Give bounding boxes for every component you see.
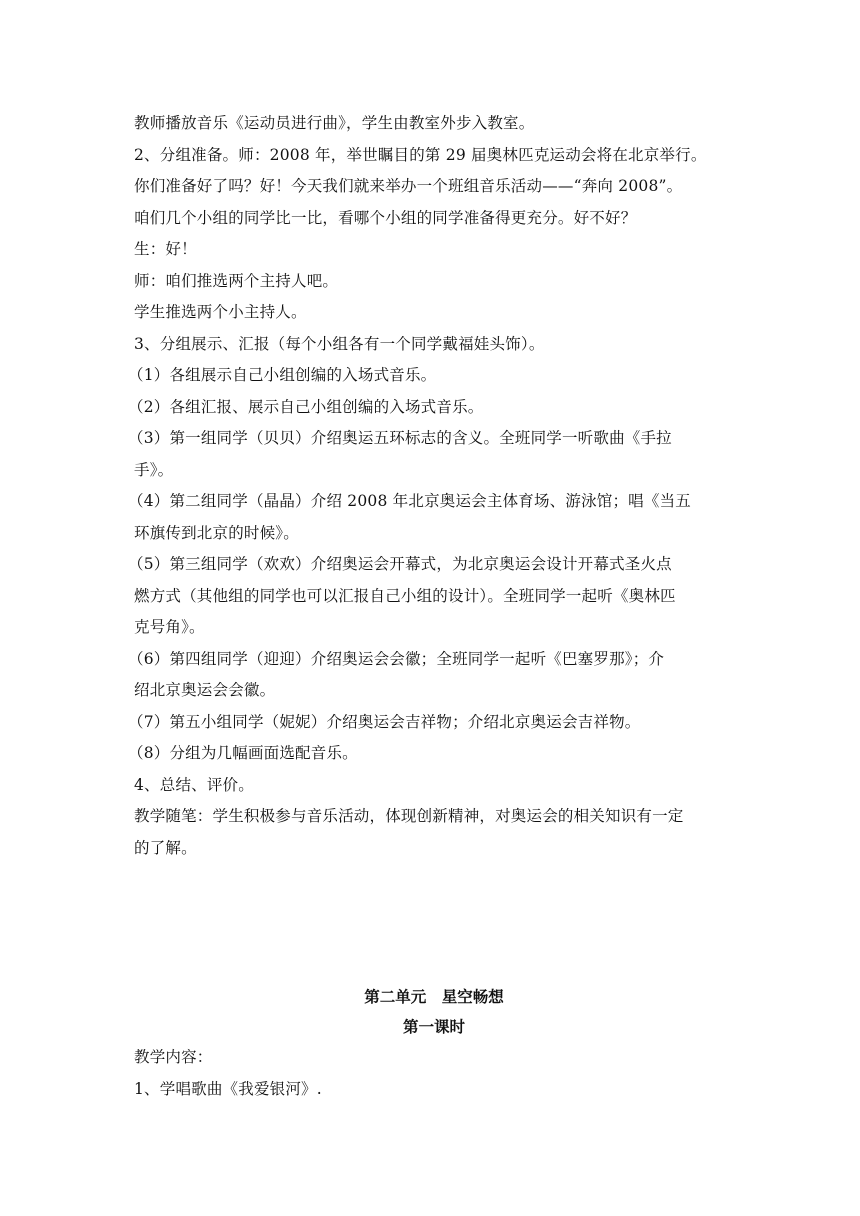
paragraph-line: 3、分组展示、汇报（每个小组各有一个同学戴福娃头饰）。 xyxy=(134,334,545,353)
list-item: （6）第四组同学（迎迎）介绍奥运会会徽；全班同学一起听《巴塞罗那》；介 xyxy=(128,649,665,668)
lesson-title: 第一课时 xyxy=(402,1018,465,1036)
paragraph-line: 生：好！ xyxy=(134,240,197,258)
paragraph-line: 咱们几个小组的同学比一比，看哪个小组的同学准备得更充分。好不好？ xyxy=(134,208,637,227)
paragraph-line: 教学内容： xyxy=(134,1048,213,1066)
paragraph-line: 2、分组准备。师：2008 年，举世瞩目的第 29 届奥林匹克运动会将在北京举行。 xyxy=(134,145,707,164)
blank-space xyxy=(134,864,734,982)
list-item: （1）各组展示自己小组创编的入场式音乐。 xyxy=(128,366,437,384)
list-item-continuation: 绍北京奥运会会徽。 xyxy=(134,681,276,699)
unit-title: 第二单元 星空畅想 xyxy=(364,988,504,1006)
paragraph-line: 师：咱们推选两个主持人吧。 xyxy=(134,271,339,290)
list-item-continuation: 手》。 xyxy=(134,460,174,479)
list-item: （8）分组为几幅画面选配音乐。 xyxy=(128,744,358,762)
list-item-continuation: 燃方式（其他组的同学也可以汇报自己小组的设计）。全班同学一起听《奥林匹 xyxy=(134,586,676,605)
list-item: （2）各组汇报、展示自己小组创编的入场式音乐。 xyxy=(128,397,484,416)
paragraph-line: 学生推选两个小主持人。 xyxy=(134,303,307,321)
list-item-continuation: 克号角》。 xyxy=(134,618,205,636)
paragraph-line: 的了解。 xyxy=(134,838,197,857)
list-item-continuation: 环旗传到北京的时候》。 xyxy=(134,523,299,542)
paragraph-line: 你们准备好了吗？好！今天我们就来举办一个班组音乐活动——“奔向 2008”。 xyxy=(134,177,683,195)
list-item: （3）第一组同学（贝贝）介绍奥运五环标志的含义。全班同学一听歌曲《手拉 xyxy=(128,429,672,447)
list-item: （5）第三组同学（欢欢）介绍奥运会开幕式，为北京奥运会设计开幕式圣火点 xyxy=(128,555,672,573)
paragraph-line: 教师播放音乐《运动员进行曲》，学生由教室外步入教室。 xyxy=(134,114,535,132)
lesson-activities-section xyxy=(128,108,734,864)
paragraph-line: 4、总结、评价。 xyxy=(134,775,254,794)
paragraph-line: 1、学唱歌曲《我爱银河》. xyxy=(134,1079,322,1098)
unit-two-section xyxy=(134,982,734,1105)
list-item: （7）第五小组同学（妮妮）介绍奥运会吉祥物；介绍北京奥运会吉祥物。 xyxy=(128,712,641,731)
paragraph-line: 教学随笔：学生积极参与音乐活动，体现创新精神，对奥运会的相关知识有一定 xyxy=(134,807,684,825)
list-item: （4）第二组同学（晶晶）介绍 2008 年北京奥运会主体育场、游泳馆；唱《当五 xyxy=(128,492,691,510)
document-page xyxy=(128,108,734,1105)
